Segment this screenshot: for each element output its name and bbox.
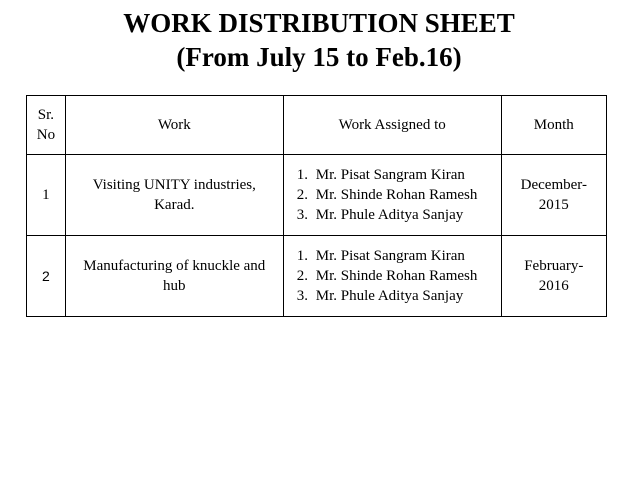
assignee-list [286,246,495,306]
cell-assigned [283,236,501,317]
assignee-item: 3. Mr. Phule Aditya Sanjay [312,205,495,225]
assignee-item: 2. Mr. Shinde Rohan Ramesh [312,266,495,286]
cell-sr-no: 2 [27,236,66,317]
assignee-list [286,165,495,225]
assignee-item: 1. Mr. Pisat Sangram Kiran [312,246,495,266]
header-sr-no: Sr. No [27,96,66,155]
assignee-item: 3. Mr. Phule Aditya Sanjay [312,286,495,306]
page-title: WORK DISTRIBUTION SHEET [123,8,515,38]
cell-work: Manufacturing of knuckle and hub [65,236,283,317]
header-month: Month [501,96,606,155]
cell-month: February- 2016 [501,236,606,317]
table-row [27,155,607,236]
work-distribution-table [26,95,607,317]
table-row [27,236,607,317]
cell-work: Visiting UNITY industries, Karad. [65,155,283,236]
cell-assigned [283,155,501,236]
page-subtitle: (From July 15 to Feb.16) [176,42,462,72]
assignee-item: 2. Mr. Shinde Rohan Ramesh [312,185,495,205]
table-header-row [27,96,607,155]
cell-month: December- 2015 [501,155,606,236]
assignee-item: 1. Mr. Pisat Sangram Kiran [312,165,495,185]
header-work-assigned: Work Assigned to [283,96,501,155]
header-work: Work [65,96,283,155]
cell-sr-no: 1 [27,155,66,236]
